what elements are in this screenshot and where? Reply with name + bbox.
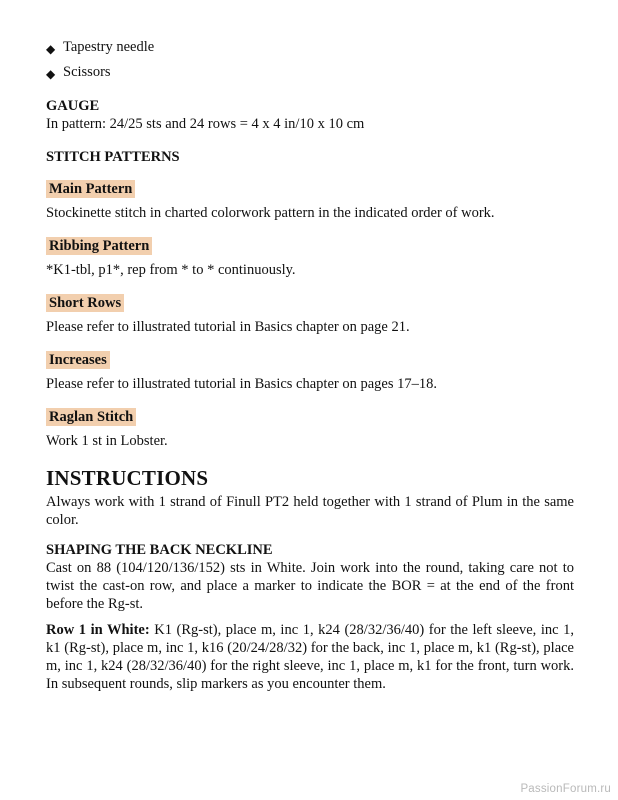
diamond-bullet-icon: ◆ [46, 42, 56, 56]
stitch-pattern-label: Short Rows [46, 294, 124, 312]
stitch-pattern-text: Please refer to illustrated tutorial in Basics chapter on page 21. [46, 319, 410, 335]
watermark: PassionForum.ru [520, 783, 611, 795]
stitch-pattern-label: Main Pattern [46, 180, 135, 198]
stitch-pattern-short-rows [46, 279, 574, 336]
materials-item-label: Tapestry needle [63, 39, 155, 55]
document-page [46, 38, 574, 693]
stitch-pattern-text: Work 1 st in Lobster. [46, 433, 168, 449]
instructions-intro: Always work with 1 strand of Finull PT2 held together with 1 strand of Plum in the same color. [46, 494, 574, 528]
stitch-pattern-label: Increases [46, 351, 110, 369]
stitch-pattern-label: Ribbing Pattern [46, 237, 152, 255]
row1-label: Row 1 in White: [46, 622, 150, 638]
gauge-text: In pattern: 24/25 sts and 24 rows = 4 x 4 in/10 x 10 cm [46, 116, 365, 132]
stitch-pattern-increases [46, 336, 574, 393]
stitch-pattern-main [46, 166, 574, 222]
stitch-pattern-text: Please refer to illustrated tutorial in Basics chapter on pages 17–18. [46, 376, 437, 392]
materials-item-tapestry-needle [46, 38, 574, 56]
row1-paragraph [46, 621, 574, 693]
shaping-heading: SHAPING THE BACK NECKLINE [46, 542, 273, 558]
row1-text: K1 (Rg-st), place m, inc 1, k24 (28/32/36/40) for the left sleeve, inc 1, k1 (Rg-st), place m, inc 1, k16 (20/24/28/32) for the back, inc 1, place m, k1 (Rg-st), place m, inc 1, k24 (28/32/36/40) for the right sleeve, inc 1, place m, k1 for the front, turn work. In subsequent rounds, slip markers as you encounter them. [46, 622, 574, 692]
materials-item-scissors [46, 63, 574, 81]
stitch-pattern-text: *K1-tbl, p1*, rep from * to * continuously. [46, 262, 296, 278]
stitch-patterns-heading: STITCH PATTERNS [46, 149, 180, 165]
stitch-pattern-text: Stockinette stitch in charted colorwork pattern in the indicated order of work. [46, 205, 495, 221]
cast-on-paragraph: Cast on 88 (104/120/136/152) sts in White. Join work into the round, taking care not to twist the cast-on row, and place a marker to indicate the BOR = at the end of the front before the Rg-st. [46, 560, 574, 612]
gauge-heading: GAUGE [46, 98, 100, 114]
stitch-pattern-ribbing [46, 222, 574, 279]
diamond-bullet-icon: ◆ [46, 67, 56, 81]
stitch-pattern-label: Raglan Stitch [46, 408, 136, 426]
stitch-pattern-raglan [46, 393, 574, 450]
instructions-heading: INSTRUCTIONS [46, 466, 209, 490]
materials-item-label: Scissors [63, 64, 111, 80]
